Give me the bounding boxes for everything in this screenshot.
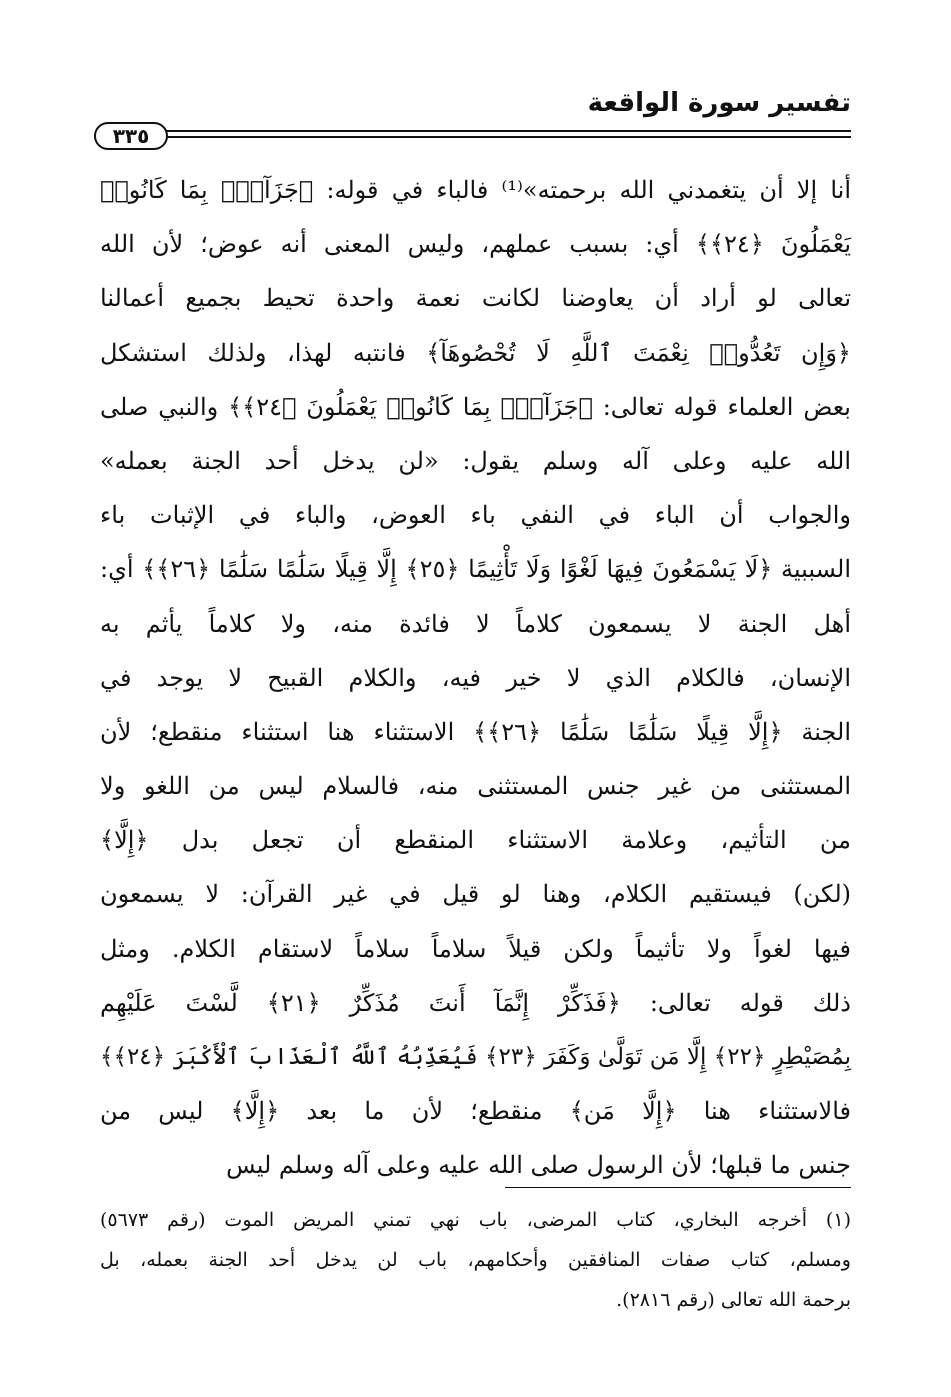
body-line: بِمُصَيْطِرٍ ﴿٢٢﴾ إِلَّا مَن تَوَلَّىٰ وَكَفَرَ ﴿٢٣﴾ فَيُعَذِّبُهُ ٱللَّهُ ٱلْعَذَابَ ٱلْأَكْبَرَ ﴿٢٤﴾﴾: [100, 1044, 851, 1070]
body-line: الجنة ﴿إِلَّا قِيلًا سَلَٰمًا سَلَٰمًا ﴿٢٦﴾﴾ الاستثناء هنا استثناء منقطع؛ لأن: [100, 717, 851, 746]
body-line: جنس ما قبلها؛ لأن الرسول صلى الله عليه وعلى آله وسلم ليس: [226, 1151, 851, 1180]
page-number: ٣٣٥: [94, 122, 168, 150]
body-line: (لكن) فيستقيم الكلام، وهنا لو قيل في غير القرآن: لا يسمعون: [100, 880, 851, 909]
body-line: من التأثيم، وعلامة الاستثناء المنقطع أن تجعل بدل ﴿إِلَّا﴾: [100, 826, 851, 855]
footnote-separator: [505, 1187, 851, 1188]
body-line: الله عليه وعلى آله وسلم يقول: «لن يدخل أحد الجنة بعمله»: [100, 446, 851, 475]
body-line: والجواب أن الباء في النفي باء العوض، والباء في الإثبات باء: [100, 501, 851, 530]
body-line: فيها لغواً ولا تأثيماً ولكن قيلاً سلاماً سلاماً لاستقام الكلام. ومثل: [100, 934, 851, 963]
body-line: السببية ﴿لَا يَسْمَعُونَ فِيهَا لَغْوًا وَلَا تَأْثِيمًا ﴿٢٥﴾ إِلَّا قِيلًا سَلَٰمًا سَلَٰمًا ﴿٢٦﴾﴾ أي:: [100, 555, 851, 584]
header-rule: [94, 122, 851, 154]
body-line: ﴿وَإِن تَعُدُّوا۟ نِعْمَتَ ٱللَّهِ لَا تُحْصُوهَآ﴾ فانتبه لهذا، ولذلك استشكل: [100, 338, 851, 367]
footnote-line: ومسلم، كتاب صفات المنافقين وأحكامهم، باب لن يدخل أحد الجنة بعمله، بل: [100, 1249, 851, 1271]
header-rule-line: [164, 136, 851, 138]
header-rule-line: [164, 130, 851, 132]
body-text: [100, 163, 851, 1193]
footnote-line: (١) أخرجه البخاري، كتاب المرضى، باب نهي تمني المريض الموت (رقم ٥٦٧٣): [100, 1209, 851, 1231]
body-line: الإنسان، فالكلام الذي لا خير فيه، والكلام القبيح لا يوجد في: [100, 663, 851, 692]
body-line: ذلك قوله تعالى: ﴿فَذَكِّرْ إِنَّمَآ أَنتَ مُذَكِّرٌ ﴿٢١﴾ لَّسْتَ عَلَيْهِم: [100, 988, 851, 1017]
body-line: تعالى لو أراد أن يعاوضنا لكانت نعمة واحدة تحيط بجميع أعمالنا: [100, 284, 851, 313]
body-line: يَعْمَلُونَ ﴿٢٤﴾﴾ أي: بسبب عملهم، وليس المعنى أنه عوض؛ لأن الله: [100, 230, 852, 259]
body-line: فالاستثناء هنا ﴿إِلَّا مَن﴾ منقطع؛ لأن ما بعد ﴿إِلَّا﴾ ليس من: [100, 1097, 851, 1126]
footnotes: [100, 1200, 851, 1320]
body-line: أهل الجنة لا يسمعون كلاماً لا فائدة منه، ولا كلاماً يأثم به: [100, 609, 851, 638]
body-line: بعض العلماء قوله تعالى: ﴿جَزَآءَۢ بِمَا كَانُوا۟ يَعْمَلُونَ ﴿٢٤﴾﴾ والنبي صلى: [100, 392, 851, 421]
footnote-line: برحمة الله تعالى (رقم ٢٨١٦).: [616, 1289, 851, 1311]
running-header-title: تفسير سورة الواقعة: [587, 88, 851, 118]
body-line: المستثنى من غير جنس المستثنى منه، فالسلام ليس من اللغو ولا: [100, 772, 851, 801]
body-line: أنا إلا أن يتغمدني الله برحمته»⁽¹⁾ فالباء في قوله: ﴿جَزَآءَۢ بِمَا كَانُوا۟: [100, 176, 852, 204]
